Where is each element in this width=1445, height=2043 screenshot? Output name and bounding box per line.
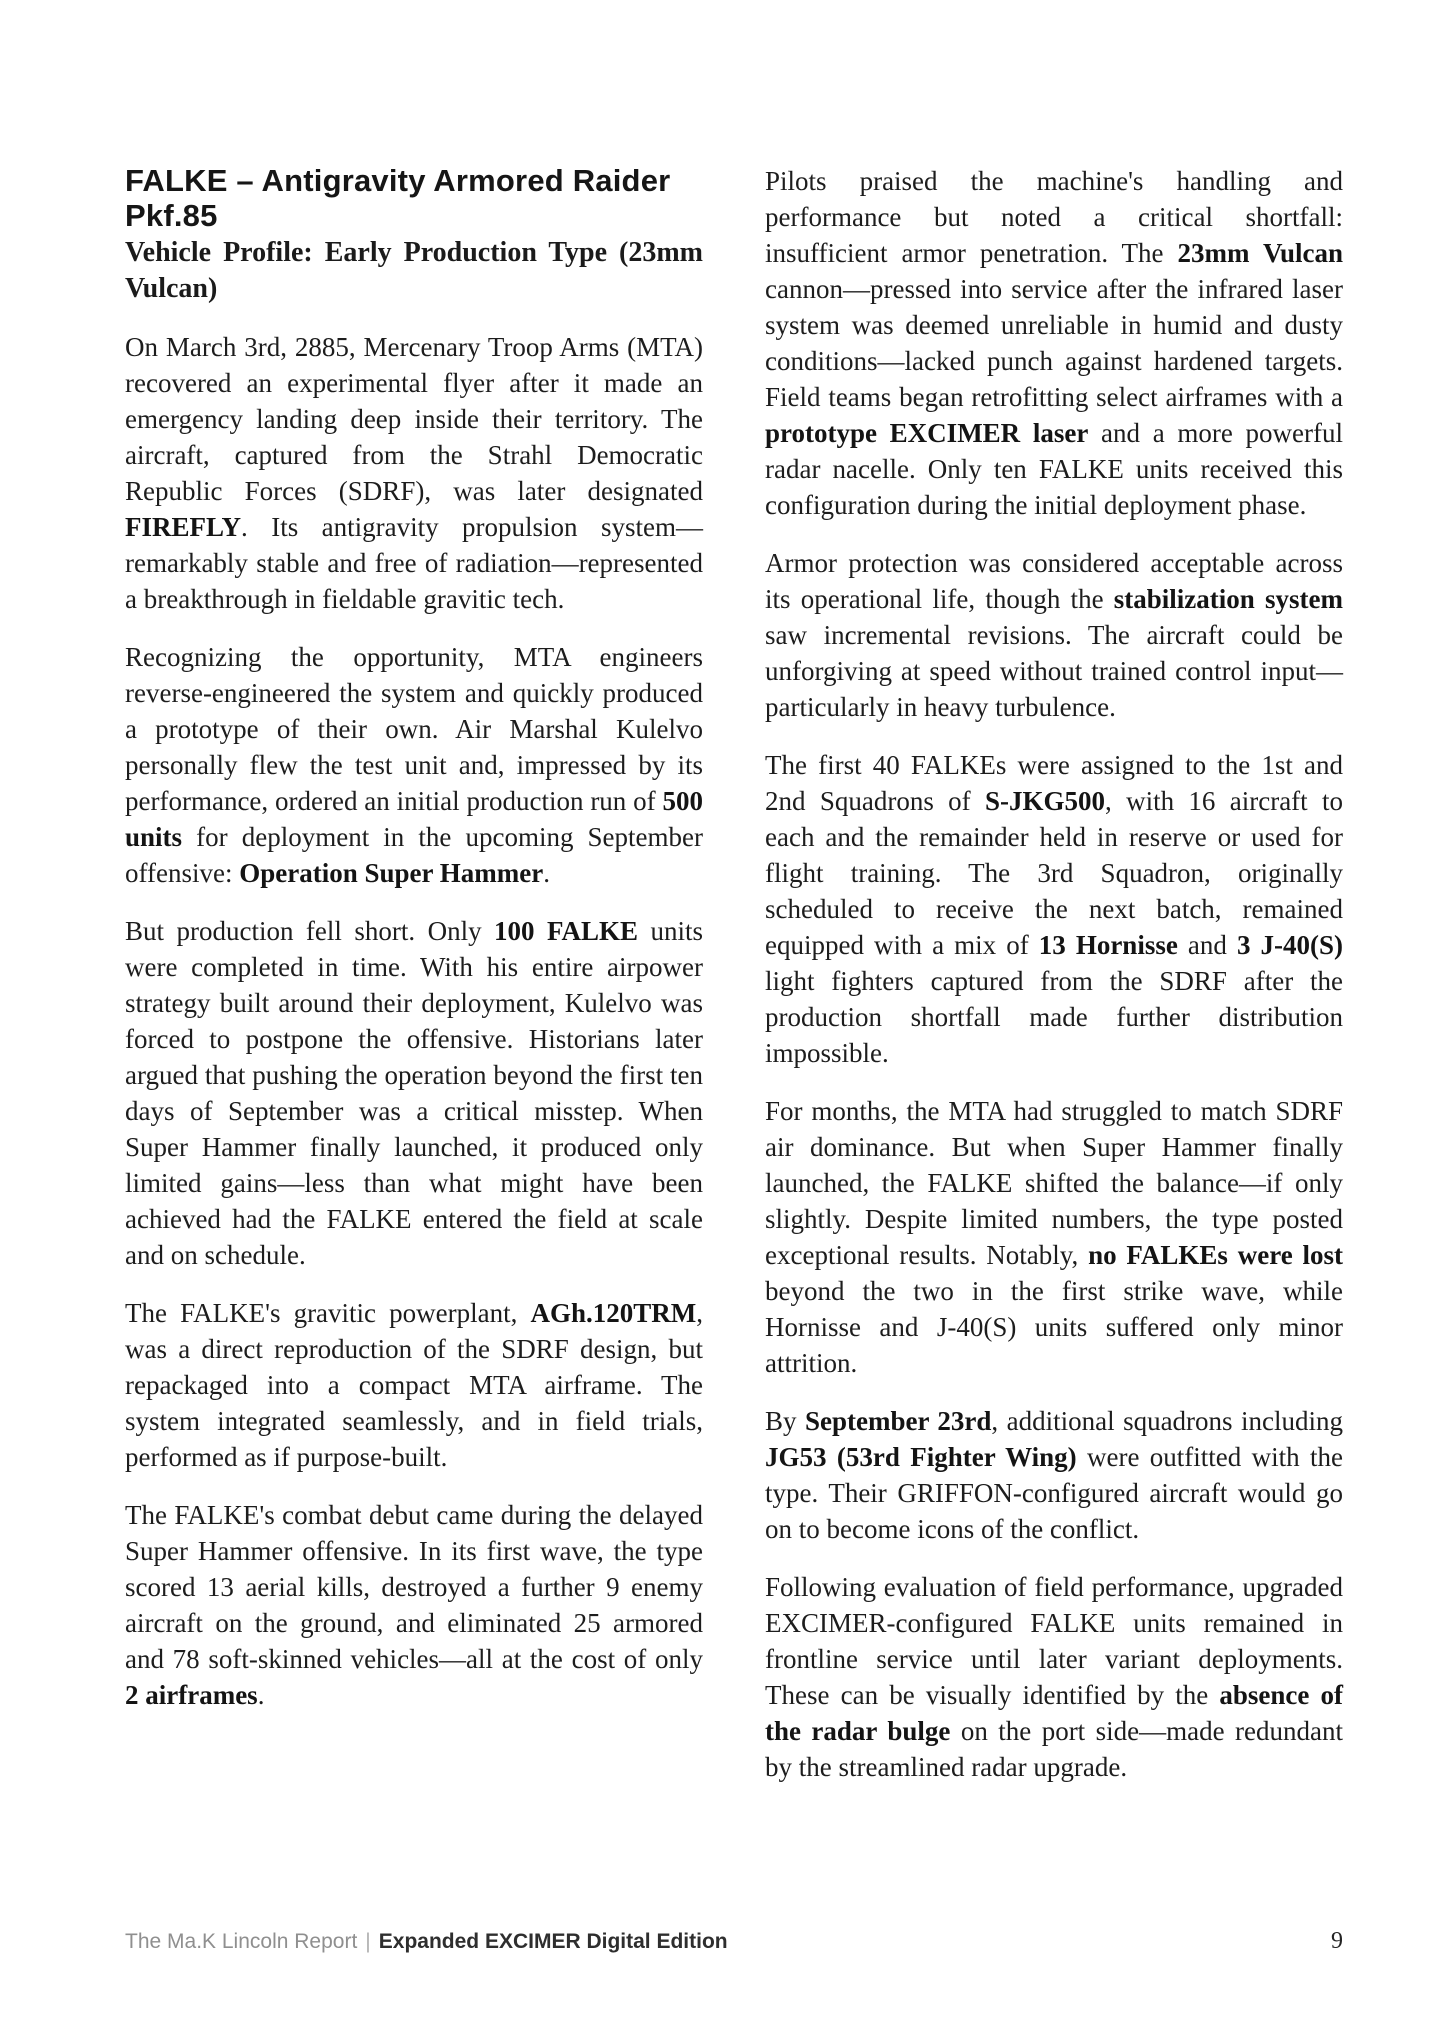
article-title-line-2: Pkf.85: [125, 198, 218, 233]
paragraph: For months, the MTA had struggled to match SDRF air dominance. But when Super Hammer finally launched, the FALKE shifted the balance—if only slightly. Despite limited numbers, the type posted exceptional results. Notably, no FALKEs were lost beyond the two in the first strike wave, while Hornisse and J-40(S) units suffered only minor attrition.: [765, 1096, 1343, 1378]
paragraph: By September 23rd, additional squadrons including JG53 (53rd Fighter Wing) were outfitted with the type. Their GRIFFON-configured aircraft would go on to become icons of the conflict.: [765, 1406, 1344, 1544]
article-subtitle: Vehicle Profile: Early Production Type (23mm Vulcan): [125, 237, 703, 304]
right-column: [765, 163, 1343, 1785]
footer-text: [125, 1930, 728, 1954]
footer-edition-name: Expanded EXCIMER Digital Edition: [378, 1930, 728, 1953]
paragraph: The FALKE's gravitic powerplant, AGh.120TRM, was a direct reproduction of the SDRF design, but repackaged into a compact MTA airframe. The system integrated seamlessly, and in field trials, performed as if purpose-built.: [125, 1298, 703, 1472]
paragraph: Following evaluation of field performance, upgraded EXCIMER-configured FALKE units remained in frontline service until later variant deployments. These can be visually identified by the absence of the radar bulge on the port side—made redundant by the streamlined radar upgrade.: [765, 1572, 1343, 1782]
paragraph: But production fell short. Only 100 FALKE units were completed in time. With his entire airpower strategy built around their deployment, Kulelvo was forced to postpone the offensive. Historians later argued that pushing the operation beyond the first ten days of September was a critical misstep. When Super Hammer finally launched, it produced only limited gains—less than what might have been achieved had the FALKE entered the field at scale and on schedule.: [125, 916, 704, 1270]
article-title-line-1: FALKE – Antigravity Armored Raider: [125, 163, 671, 198]
paragraph: On March 3rd, 2885, Mercenary Troop Arms (MTA) recovered an experimental flyer after it made an emergency landing deep inside their territory. The aircraft, captured from the Strahl Democratic Republic Forces (SDRF), was later designated FIREFLY. Its antigravity propulsion system—remarkably stable and free of radiation—represented a breakthrough in fieldable gravitic tech.: [125, 332, 703, 614]
left-column: [125, 163, 703, 1713]
paragraph: Recognizing the opportunity, MTA engineers reverse-engineered the system and quickly produced a prototype of their own. Air Marshal Kulelvo personally flew the test unit and, impressed by its performance, ordered an initial production run of 500 units for deployment in the upcoming September offensive: Operation Super Hammer.: [125, 642, 703, 888]
paragraph: The first 40 FALKEs were assigned to the 1st and 2nd Squadrons of S-JKG500, with 16 aircraft to each and the remainder held in reserve or used for flight training. The 3rd Squadron, originally scheduled to receive the next batch, remained equipped with a mix of 13 Hornisse and 3 J-40(S) light fighters captured from the SDRF after the production shortfall made further distribution impossible.: [765, 750, 1343, 1068]
paragraph: Armor protection was considered acceptable across its operational life, though the stabilization system saw incremental revisions. The aircraft could be unforgiving at speed without trained control input—particularly in heavy turbulence.: [765, 548, 1343, 722]
page-number: 9: [1331, 1928, 1343, 1954]
paragraph: The FALKE's combat debut came during the delayed Super Hammer offensive. In its first wave, the type scored 13 aerial kills, destroyed a further 9 enemy aircraft on the ground, and eliminated 25 armored and 78 soft-skinned vehicles—all at the cost of only 2 airframes.: [125, 1500, 703, 1710]
article-title: [125, 163, 703, 233]
footer-report-name: The Ma.K Lincoln Report: [125, 1930, 358, 1953]
page-footer: [125, 1928, 1343, 1955]
footer-separator: |: [365, 1930, 371, 1953]
paragraph: Pilots praised the machine's handling and performance but noted a critical shortfall: insufficient armor penetration. The 23mm Vulcan cannon—pressed into service after the infrared laser system was deemed unreliable in humid and dusty conditions—lacked punch against hardened targets. Field teams began retrofitting select airframes with a prototype EXCIMER laser and a more powerful radar nacelle. Only ten FALKE units received this configuration during the initial deployment phase.: [765, 166, 1343, 520]
